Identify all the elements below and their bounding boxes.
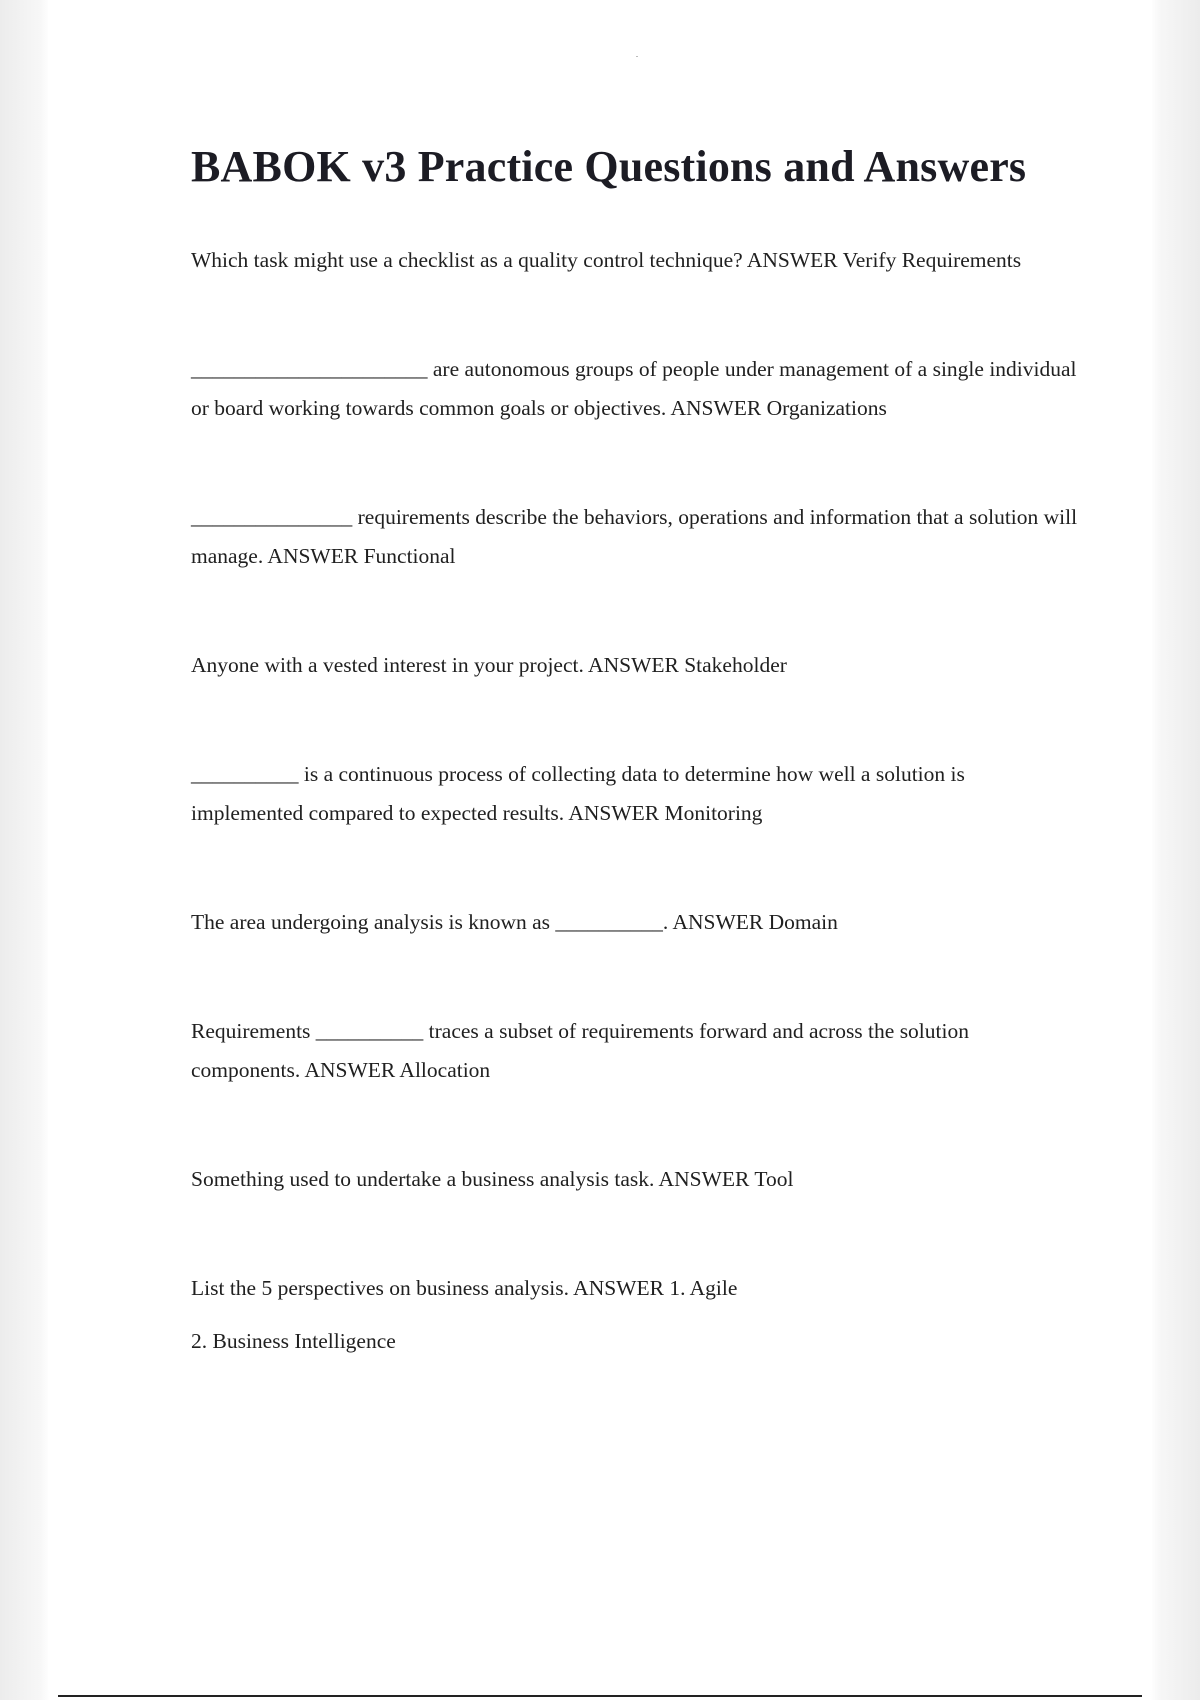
list-continuation: 2. Business Intelligence xyxy=(191,1329,396,1353)
page-mark xyxy=(636,56,638,57)
qa-item: Something used to undertake a business analysis task. ANSWER Tool xyxy=(191,1167,794,1191)
qa-item: _______________ requirements describe the behaviors, operations and information that a solution will manage. ANSWER Functional xyxy=(191,505,1078,568)
page-bottom-rule xyxy=(58,1695,1142,1697)
document-page xyxy=(48,0,1152,1690)
document-title: BABOK v3 Practice Questions and Answers xyxy=(191,142,1027,191)
qa-item: The area undergoing analysis is known as __________. ANSWER Domain xyxy=(191,910,838,934)
qa-item: __________ is a continuous process of collecting data to determine how well a solution is implemented compared to expected results. ANSWER Monitoring xyxy=(191,762,965,825)
page-content xyxy=(191,140,1081,1361)
qa-item: ______________________ are autonomous groups of people under management of a single individual or board working towards common goals or objectives. ANSWER Organizations xyxy=(191,357,1077,420)
qa-item: Which task might use a checklist as a quality control technique? ANSWER Verify Requirements xyxy=(191,248,1022,272)
qa-item: List the 5 perspectives on business analysis. ANSWER 1. Agile xyxy=(191,1276,738,1300)
qa-item: Anyone with a vested interest in your project. ANSWER Stakeholder xyxy=(191,653,787,677)
qa-item: Requirements __________ traces a subset of requirements forward and across the solution components. ANSWER Allocation xyxy=(191,1019,969,1082)
